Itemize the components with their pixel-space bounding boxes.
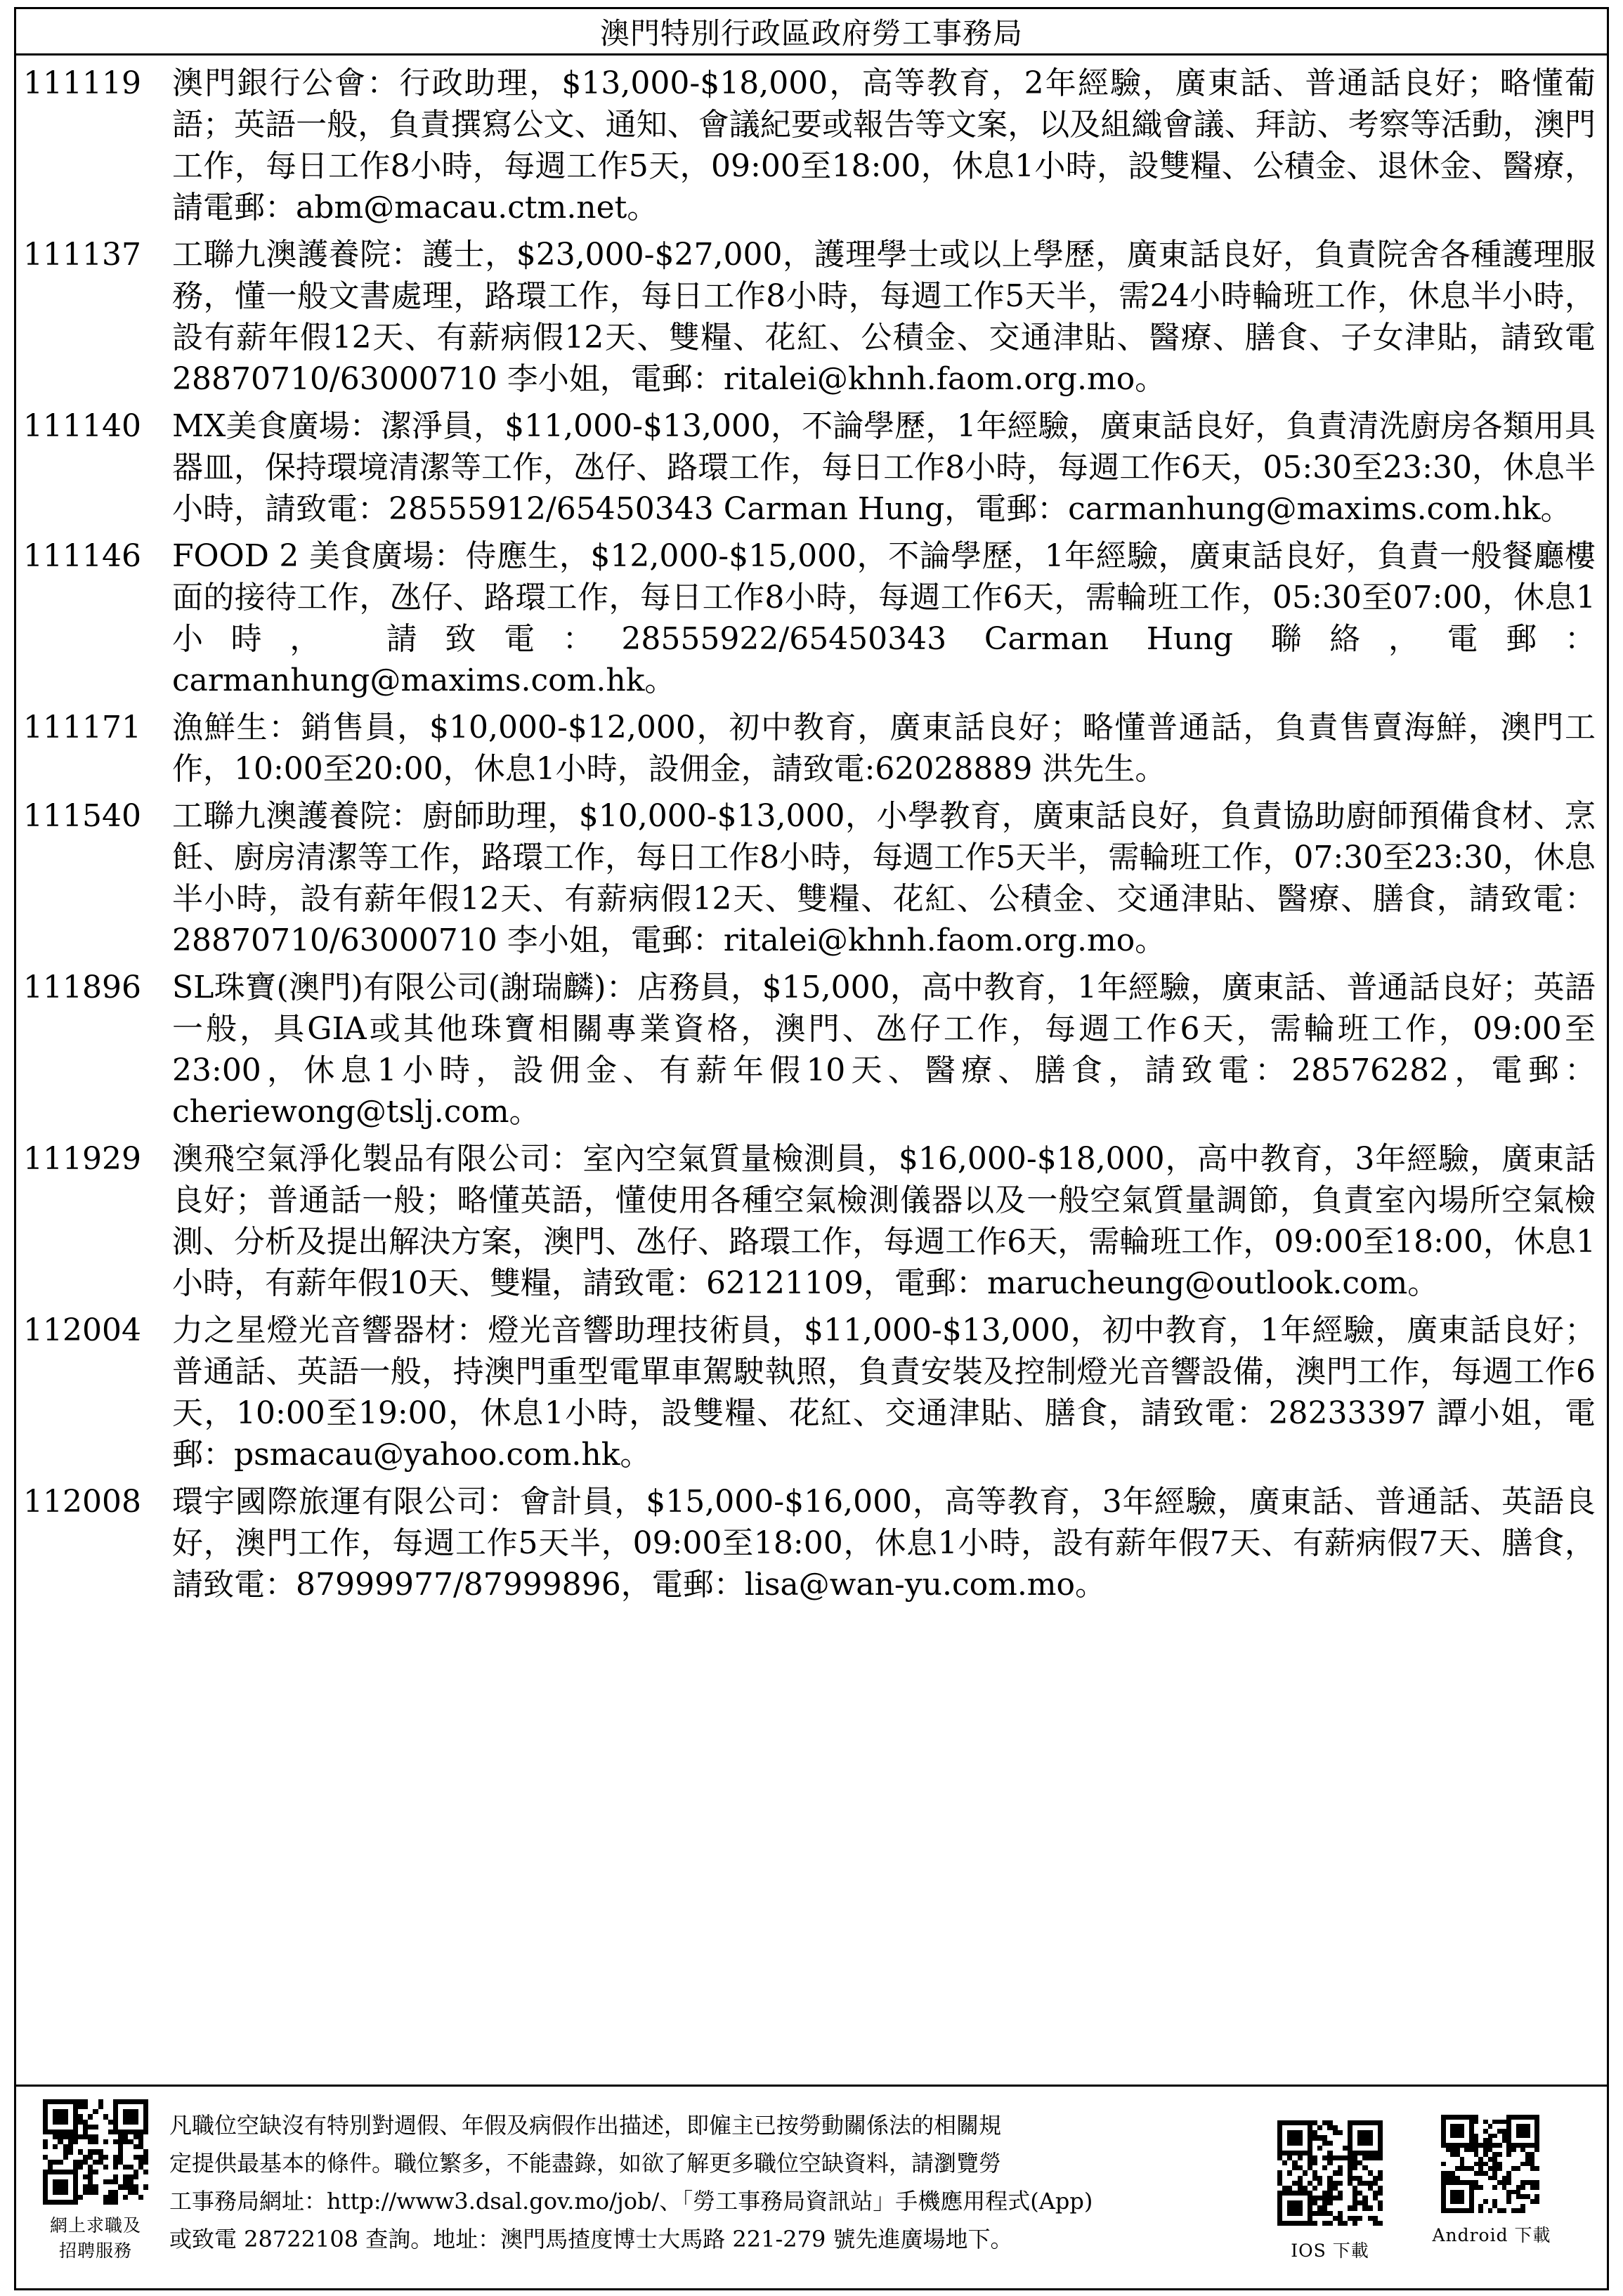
list-item	[23, 234, 1596, 400]
qr-ios-caption: IOS 下載	[1291, 2240, 1369, 2261]
job-description: 工聯九澳護養院：廚師助理，$10,000-$13,000，小學教育，廣東話良好，負責協助廚師預備食材、烹飪、廚房清潔等工作，路環工作，每日工作8小時，每週工作5天半，需輪班工作，07:30至23:30，休息半小時，設有薪年假12天、有薪病假12天、雙糧、花紅、公積金、交通津貼、醫療、膳食，請致電：28870710/63000710 李小姐，電郵：ritalei@khnh.faom.org.mo。	[172, 798, 1596, 958]
job-description: 澳飛空氣淨化製品有限公司：室內空氣質量檢測員，$16,000-$18,000，高中教育，3年經驗，廣東話良好；普通話一般；略懂英語，懂使用各種空氣檢測儀器以及一般空氣質量調節，負責室內場所空氣檢測、分析及提出解決方案，澳門、氹仔、路環工作，每週工作6天，需輪班工作，09:00至18:00，休息1小時，有薪年假10天、雙糧，請致電：62121109，電郵：marucheung@outlook.com。	[172, 1141, 1596, 1301]
job-description: SL珠寶(澳門)有限公司(謝瑞麟)：店務員，$15,000，高中教育，1年經驗，廣東話、普通話良好；英語一般，具GIA或其他珠寶相關專業資格，澳門、氹仔工作，每週工作6天，需輪班工作，09:00至23:00，休息1小時，設佣金、有薪年假10天、醫療、膳食，請致電：28576282，電郵：cheriewong@tslj.com。	[172, 970, 1596, 1130]
job-id: 111119	[23, 65, 141, 101]
job-listing-sheet	[14, 7, 1609, 2290]
job-id: 112004	[23, 1312, 141, 1348]
qr-code-icon[interactable]	[43, 2099, 148, 2205]
job-id: 111540	[23, 798, 141, 834]
job-id: 111137	[23, 237, 141, 273]
list-item	[23, 405, 1596, 530]
job-description: FOOD 2 美食廣場：侍應生，$12,000-$15,000，不論學歷，1年經驗，廣東話良好，負責一般餐廳樓面的接待工作，氹仔、路環工作，每日工作8小時，每週工作6天，需輪班工作，05:30至07:00，休息1小時， 請致電：28555922/65450343 Carman Hung 聯絡，電郵：carmanhung@maxims.com.hk。	[172, 538, 1596, 698]
job-description: MX美食廣場：潔淨員，$11,000-$13,000，不論學歷，1年經驗，廣東話良好，負責清洗廚房各類用具器皿，保持環境清潔等工作，氹仔、路環工作，每日工作8小時，每週工作6天，05:30至23:30，休息半小時，請致電：28555912/65450343 Carman Hung，電郵：carmanhung@maxims.com.hk。	[172, 408, 1596, 527]
qr-code-icon[interactable]	[1277, 2120, 1383, 2226]
list-item	[23, 707, 1596, 790]
list-item	[23, 795, 1596, 961]
job-id: 112008	[23, 1484, 141, 1520]
qr-jobs-block	[33, 2099, 158, 2264]
job-description: 澳門銀行公會：行政助理，$13,000-$18,000，高等教育，2年經驗，廣東話、普通話良好；略懂葡語；英語一般，負責撰寫公文、通知、會議紀要或報告等文案，以及組織會議、拜訪、考察等活動，澳門工作，每日工作8小時，每週工作5天，09:00至18:00，休息1小時，設雙糧、公積金、退休金、醫療，請電郵：abm@macau.ctm.net。	[172, 65, 1596, 226]
notice-line: 凡職位空缺沒有特別對週假、年假及病假作出描述，即僱主已按勞動關係法的相關規	[169, 2112, 1002, 2139]
list-item	[23, 1138, 1596, 1304]
list-item	[23, 1310, 1596, 1475]
job-id: 111146	[23, 538, 141, 574]
footer	[16, 2085, 1607, 2288]
job-description: 工聯九澳護養院：護士，$23,000-$27,000，護理學士或以上學歷，廣東話良好，負責院舍各種護理服務，懂一般文書處理，路環工作，每日工作8小時，每週工作5天半，需24小時輪班工作，休息半小時，設有薪年假12天、有薪病假12天、雙糧、花紅、公積金、交通津貼、醫療、膳食、子女津貼，請致電 28870710/63000710 李小姐，電郵：ritalei@khnh.faom.org.mo。	[172, 237, 1596, 397]
notice-line: 或致電 28722108 查詢。地址：澳門馬揸度博士大馬路 221-279 號先進廣場地下。	[169, 2226, 1013, 2252]
job-description: 漁鮮生：銷售員，$10,000-$12,000，初中教育，廣東話良好；略懂普通話，負責售賣海鮮，澳門工作，10:00至20:00，休息1小時，設佣金，請致電:62028889 洪先生。	[172, 710, 1596, 787]
notice-line: 工事務局網址：http://www3.dsal.gov.mo/job/、「勞工事務局資訊站」手機應用程式(App)	[169, 2188, 1093, 2215]
footer-notice	[169, 2106, 1265, 2258]
page-title: 澳門特別行政區政府勞工事務局	[16, 9, 1607, 56]
job-list	[16, 56, 1607, 1605]
qr-caption-line: 招聘服務	[58, 2240, 132, 2261]
list-item	[23, 1481, 1596, 1605]
qr-code-icon[interactable]	[1441, 2115, 1539, 2213]
job-description: 環宇國際旅運有限公司：會計員，$15,000-$16,000，高等教育，3年經驗，廣東話、普通話、英語良好，澳門工作，每週工作5天半，09:00至18:00，休息1小時，設有薪年假7天、有薪病假7天、膳食，請致電：87999977/87999896，電郵：lisa@wan-yu.com.mo。	[172, 1484, 1596, 1603]
notice-line: 定提供最基本的條件。職位繁多，不能盡錄，如欲了解更多職位空缺資料，請瀏覽勞	[169, 2150, 1002, 2177]
qr-ios-block	[1270, 2120, 1390, 2264]
job-id: 111929	[23, 1141, 141, 1177]
qr-android-caption: Android 下載	[1432, 2225, 1551, 2245]
job-description: 力之星燈光音響器材：燈光音響助理技術員，$11,000-$13,000，初中教育，1年經驗，廣東話良好；普通話、英語一般，持澳門重型電單車駕駛執照，負責安裝及控制燈光音響設備，澳門工作，每週工作6天，10:00至19:00，休息1小時，設雙糧、花紅、交通津貼、膳食，請致電：28233397 譚小姐，電郵：psmacau@yahoo.com.hk。	[172, 1312, 1596, 1473]
list-item	[23, 967, 1596, 1133]
list-item	[23, 535, 1596, 701]
list-item	[23, 63, 1596, 228]
qr-android-block	[1428, 2115, 1555, 2248]
job-id: 111140	[23, 408, 141, 444]
qr-caption-line: 網上求職及	[49, 2215, 141, 2236]
job-id: 111896	[23, 970, 141, 1005]
job-id: 111171	[23, 710, 141, 745]
